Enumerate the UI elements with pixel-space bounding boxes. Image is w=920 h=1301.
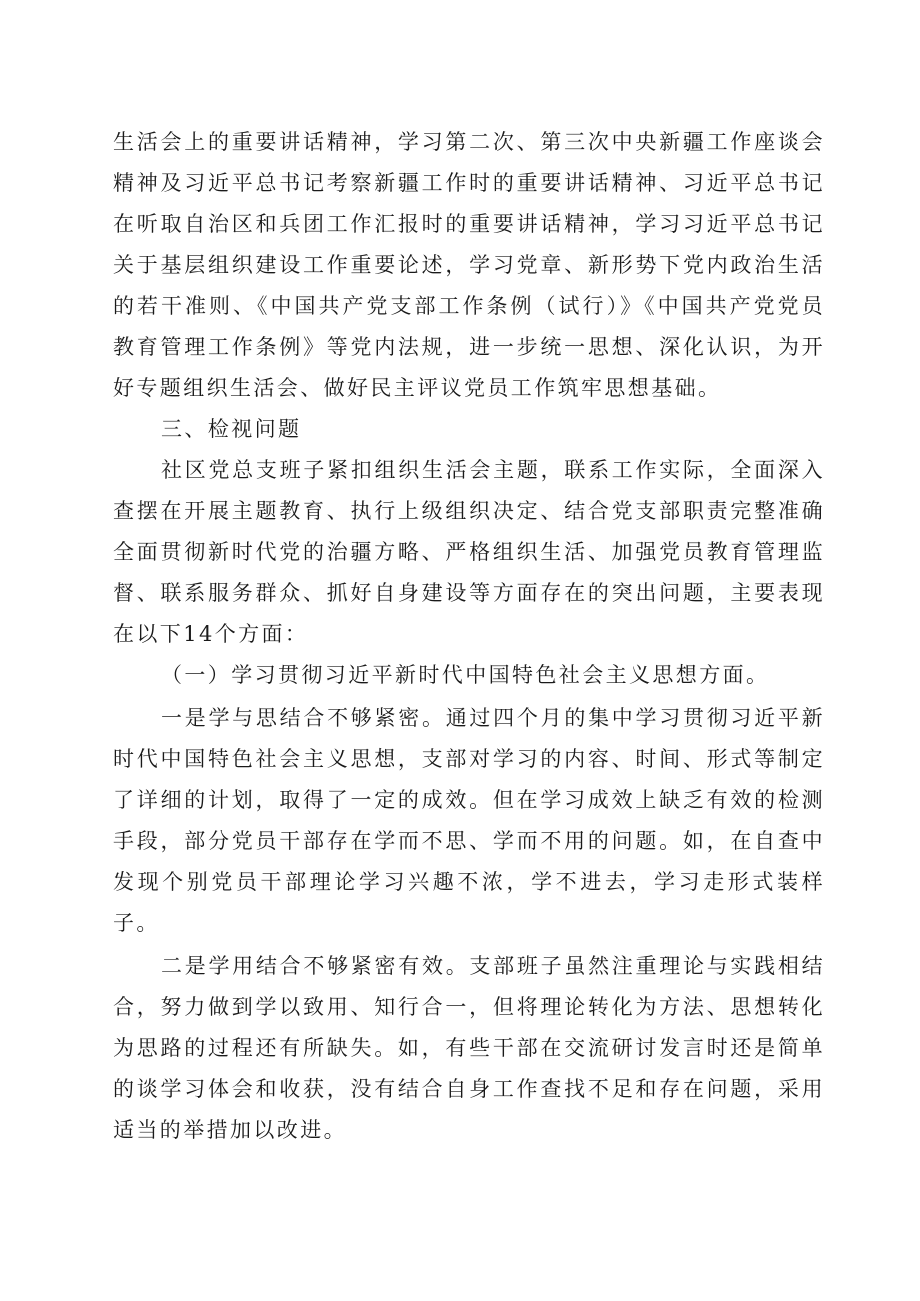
paragraph-study-and-apply: 二是学用结合不够紧密有效。支部班子虽然注重理论与实践相结合，努力做到学以致用、知行合一，但将理论转化为方法、思想转化为思路的过程还有所缺失。如，有些干部在交流研讨发言时还是简单的谈学习体会和收获，没有结合自身工作查找不足和存在问题，采用适当的举措加以改进。 [113,954,825,1142]
section-heading-review-problems: 三、检视问题 [161,417,302,441]
paragraph-problems-overview: 社区党总支班子紧扣组织生活会主题，联系工作实际，全面深入查摆在开展主题教育、执行上级组织决定、结合党支部职责完整准确全面贯彻新时代党的治疆方略、严格组织生活、加强党员教育管理监督、联系服务群众、抓好自身建设等方面存在的突出问题，主要表现在以下14个方面： [113,458,825,646]
paragraph-study-spirit: 生活会上的重要讲话精神，学习第二次、第三次中央新疆工作座谈会精神及习近平总书记考察新疆工作时的重要讲话精神、习近平总书记在听取自治区和兵团工作汇报时的重要讲话精神，学习习近平总书记关于基层组织建设工作重要论述，学习党章、新形势下党内政治生活的若干准则、《中国共产党支部工作条例（试行）》《中国共产党党员教育管理工作条例》等党内法规，进一步统一思想、深化认识，为开好专题组织生活会、做好民主评议党员工作筑牢思想基础。 [113,130,825,400]
paragraph-study-and-think: 一是学与思结合不够紧密。通过四个月的集中学习贯彻习近平新时代中国特色社会主义思想，支部对学习的内容、时间、形式等制定了详细的计划，取得了一定的成效。但在学习成效上缺乏有效的检测手段，部分党员干部存在学而不思、学而不用的问题。如，在自查中发现个别党员干部理论学习兴趣不浓，学不进去，学习走形式装样子。 [113,706,825,935]
document-body [113,122,825,1151]
subheading-study-thought: （一）学习贯彻习近平新时代中国特色社会主义思想方面。 [161,663,770,687]
